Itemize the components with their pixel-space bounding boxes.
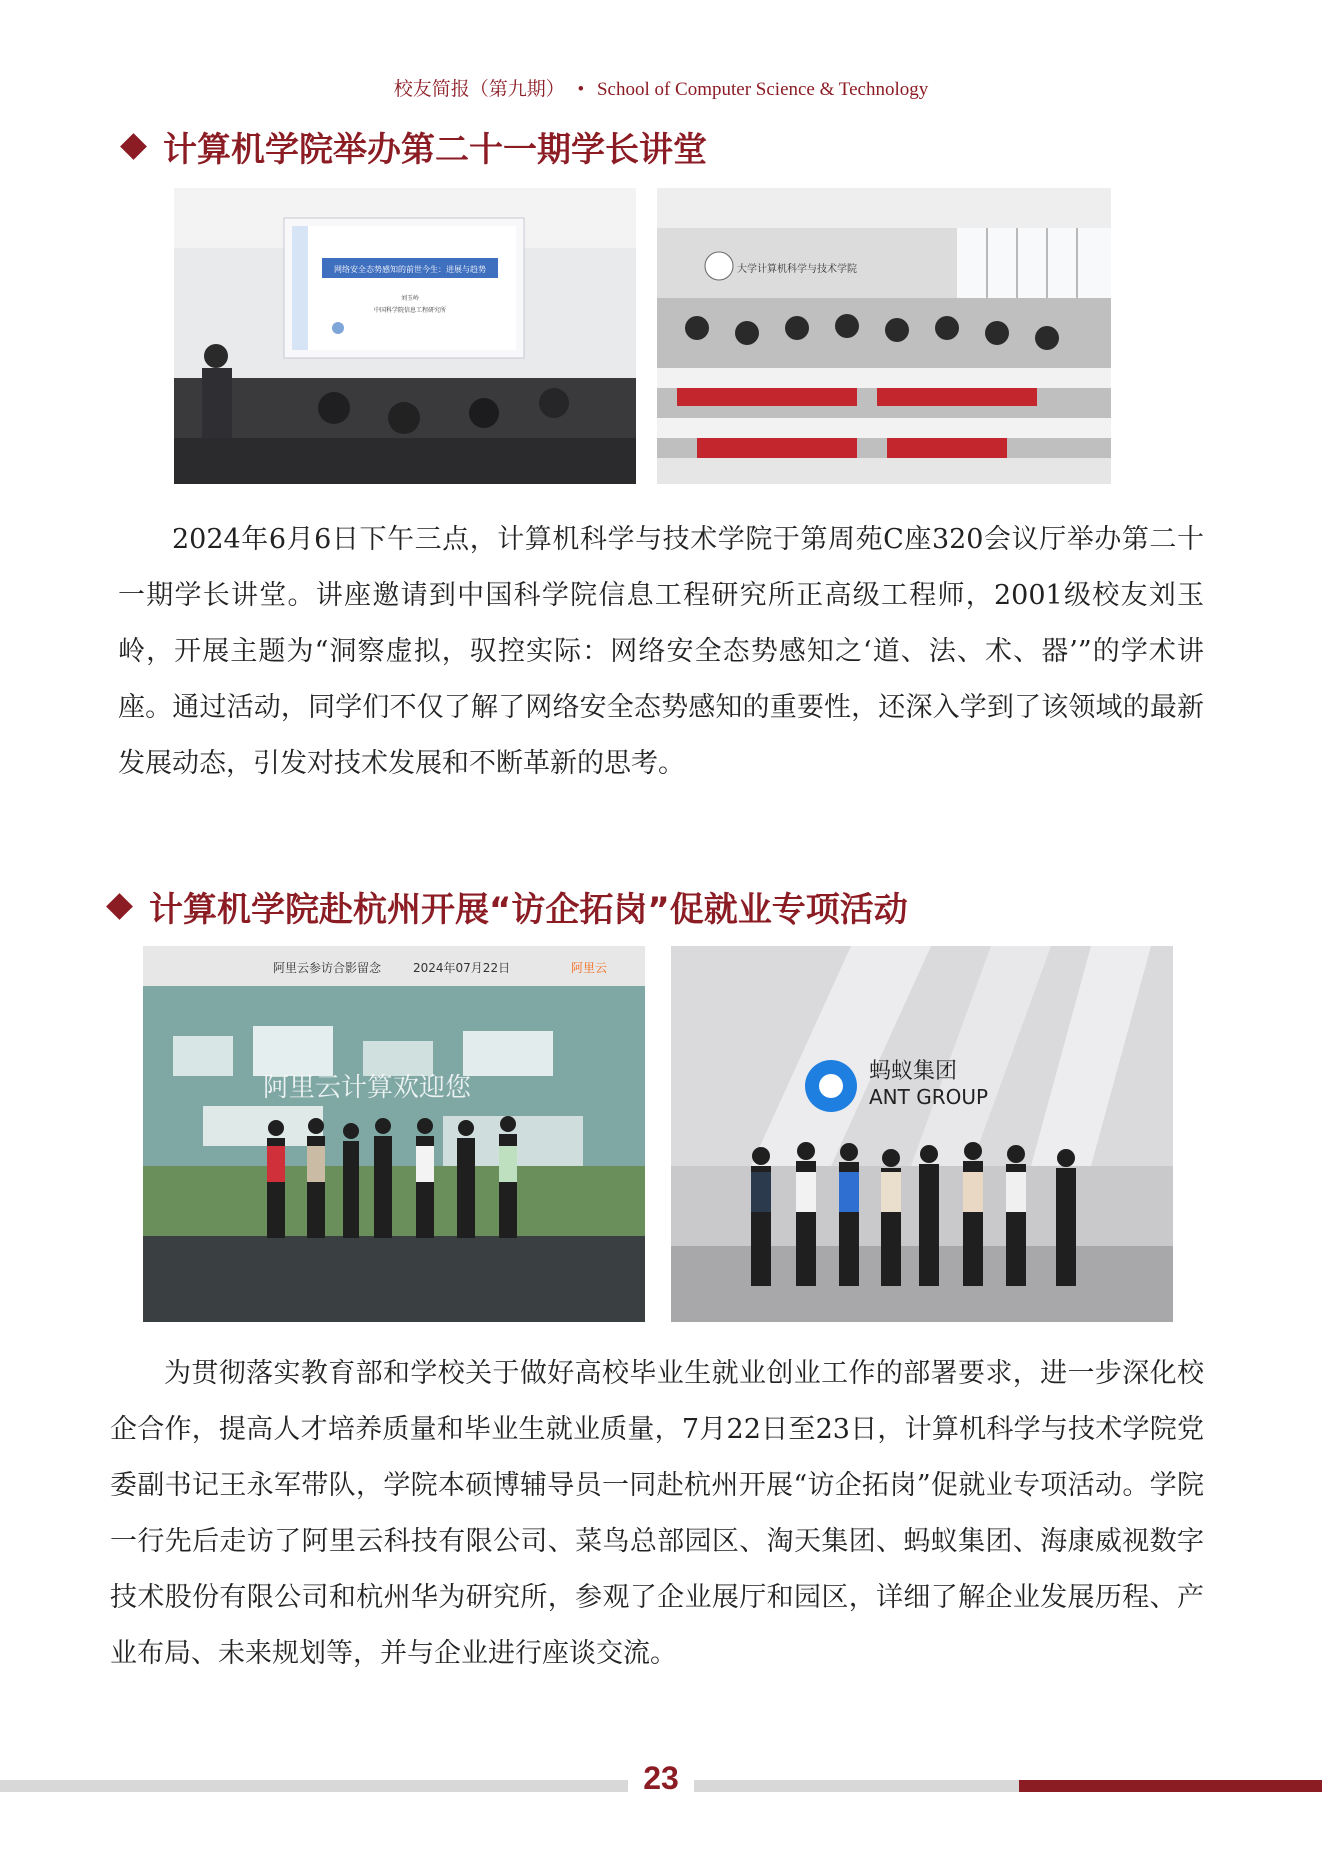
page-number: 23 bbox=[643, 1760, 679, 1796]
section-2-heading bbox=[110, 882, 908, 930]
section-1-heading bbox=[124, 122, 707, 170]
lecture-photo-audience bbox=[657, 188, 1111, 484]
banner-date: 2024年07月22日 bbox=[413, 961, 511, 975]
publication-title: 校友简报（第九期） bbox=[393, 79, 565, 100]
footer-bar-right-accent bbox=[1019, 1780, 1322, 1792]
running-header bbox=[0, 74, 1322, 101]
slide-presenter: 刘玉岭 bbox=[400, 295, 420, 302]
section-2-title: 计算机学院赴杭州开展“访企拓岗”促就业专项活动 bbox=[149, 889, 908, 930]
header-separator: • bbox=[577, 79, 585, 100]
banner-caption: 阿里云参访合影留念 bbox=[273, 961, 382, 975]
ant-group-group-photo bbox=[671, 946, 1173, 1322]
ant-group-logo-cn: 蚂蚁集团 bbox=[869, 1059, 958, 1084]
section-1-body: 2024年6月6日下午三点，计算机科学与技术学院于第周苑C座320会议厅举办第二十一期学长讲堂。讲座邀请到中国科学院信息工程研究所正高级工程师，2001级校友刘玉岭，开展主题为“洞察虚拟，驭控实际：网络安全态势感知之‘道、法、术、器’”的学术讲座。通过活动，同学们不仅了解了网络安全态势感知的重要性，还深入学到了该领域的最新发展动态，引发对技术发展和不断革新的思考。 bbox=[118, 524, 1204, 779]
welcome-screen-text: 阿里云计算欢迎您 bbox=[263, 1073, 472, 1103]
alibaba-cloud-group-photo bbox=[143, 946, 645, 1322]
lecture-photo-projector bbox=[174, 188, 636, 484]
footer-bar-left bbox=[0, 1780, 628, 1792]
ant-group-logo-en: ANT GROUP bbox=[869, 1085, 989, 1109]
aliyun-logo: 阿里云 bbox=[571, 961, 608, 975]
footer-bar-right-grey bbox=[694, 1780, 1019, 1792]
school-name: School of Computer Science & Technology bbox=[596, 79, 929, 100]
slide-title: 网络安全态势感知的前世今生：进展与趋势 bbox=[334, 265, 486, 274]
section-2-body: 为贯彻落实教育部和学校关于做好高校毕业生就业创业工作的部署要求，进一步深化校企合作，提高人才培养质量和毕业生就业质量，7月22日至23日，计算机科学与技术学院党委副书记王永军带队，学院本硕博辅导员一同赴杭州开展“访企拓岗”促就业专项活动。学院一行先后走访了阿里云科技有限公司、菜鸟总部园区、淘天集团、蚂蚁集团、海康威视数字技术股份有限公司和杭州华为研究所，参观了企业展厅和园区，详细了解企业发展历程、产业布局、未来规划等，并与企业进行座谈交流。 bbox=[110, 1358, 1204, 1669]
section-1-title: 计算机学院举办第二十一期学长讲堂 bbox=[163, 129, 707, 170]
diamond-bullet-icon bbox=[106, 893, 133, 920]
wall-sign: 大学计算机科学与技术学院 bbox=[737, 264, 857, 275]
slide-org: 中国科学院信息工程研究所 bbox=[373, 307, 447, 314]
diamond-bullet-icon bbox=[120, 133, 147, 160]
